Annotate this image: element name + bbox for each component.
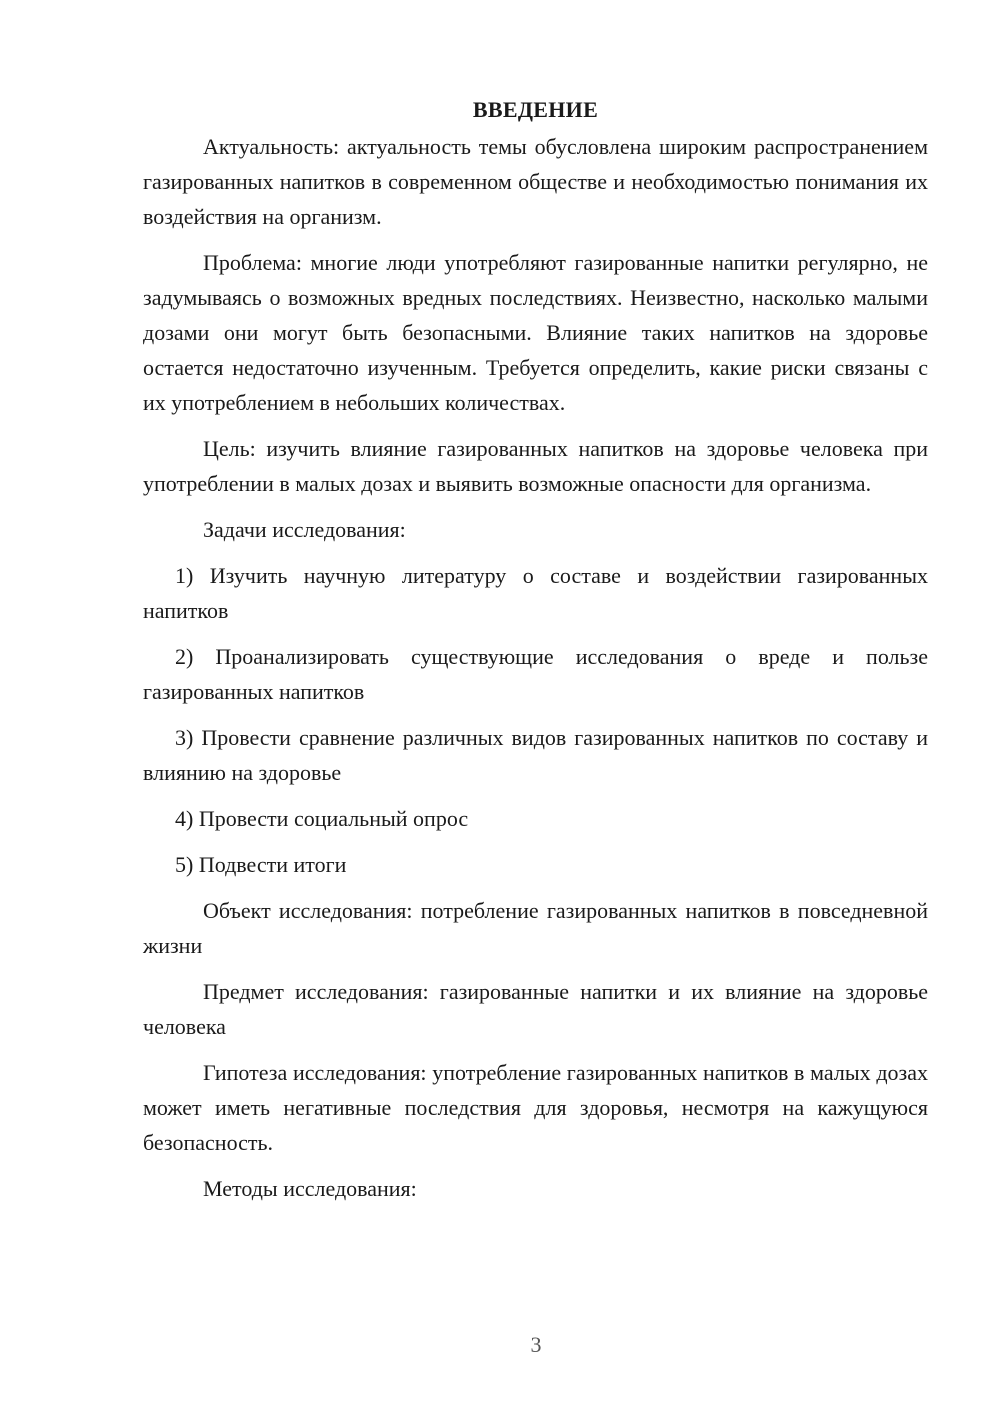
page-number: 3 xyxy=(530,1332,542,1357)
paragraph-goal: Цель: изучить влияние газированных напитков на здоровье человека при употреблении в малых дозах и выявить возможные опасности для организма. xyxy=(143,436,928,496)
page-body xyxy=(143,92,928,1217)
paragraph-problem: Проблема: многие люди употребляют газированные напитки регулярно, не задумываясь о возможных вредных последствиях. Неизвестно, насколько малыми дозами они могут быть безопасными. Влияние таких напитков на здоровье остается недостаточно изученным. Требуется определить, какие риски связаны с их употреблением в небольших количествах. xyxy=(143,250,928,415)
task-item-2: 2) Проанализировать существующие исследования о вреде и пользе газированных напитков xyxy=(143,644,928,704)
paragraph-tasks-heading: Задачи исследования: xyxy=(203,517,406,542)
task-item-4: 4) Провести социальный опрос xyxy=(175,806,469,831)
task-item-3: 3) Провести сравнение различных видов газированных напитков по составу и влиянию на здоровье xyxy=(143,725,928,785)
task-item-1: 1) Изучить научную литературу о составе и воздействии газированных напитков xyxy=(143,563,928,623)
paragraph-object: Объект исследования: потребление газированных напитков в повседневной жизни xyxy=(143,898,928,958)
paragraph-relevance: Актуальность: актуальность темы обусловлена широким распространением газированных напитков в современном обществе и необходимостью понимания их воздействия на организм. xyxy=(143,134,928,229)
paragraph-hypothesis: Гипотеза исследования: употребление газированных напитков в малых дозах может иметь негативные последствия для здоровья, несмотря на кажущуюся безопасность. xyxy=(143,1060,928,1155)
paragraph-subject: Предмет исследования: газированные напитки и их влияние на здоровье человека xyxy=(143,979,928,1039)
task-item-5: 5) Подвести итоги xyxy=(175,852,347,877)
section-title: ВВЕДЕНИЕ xyxy=(472,97,599,122)
paragraph-methods: Методы исследования: xyxy=(203,1176,417,1201)
